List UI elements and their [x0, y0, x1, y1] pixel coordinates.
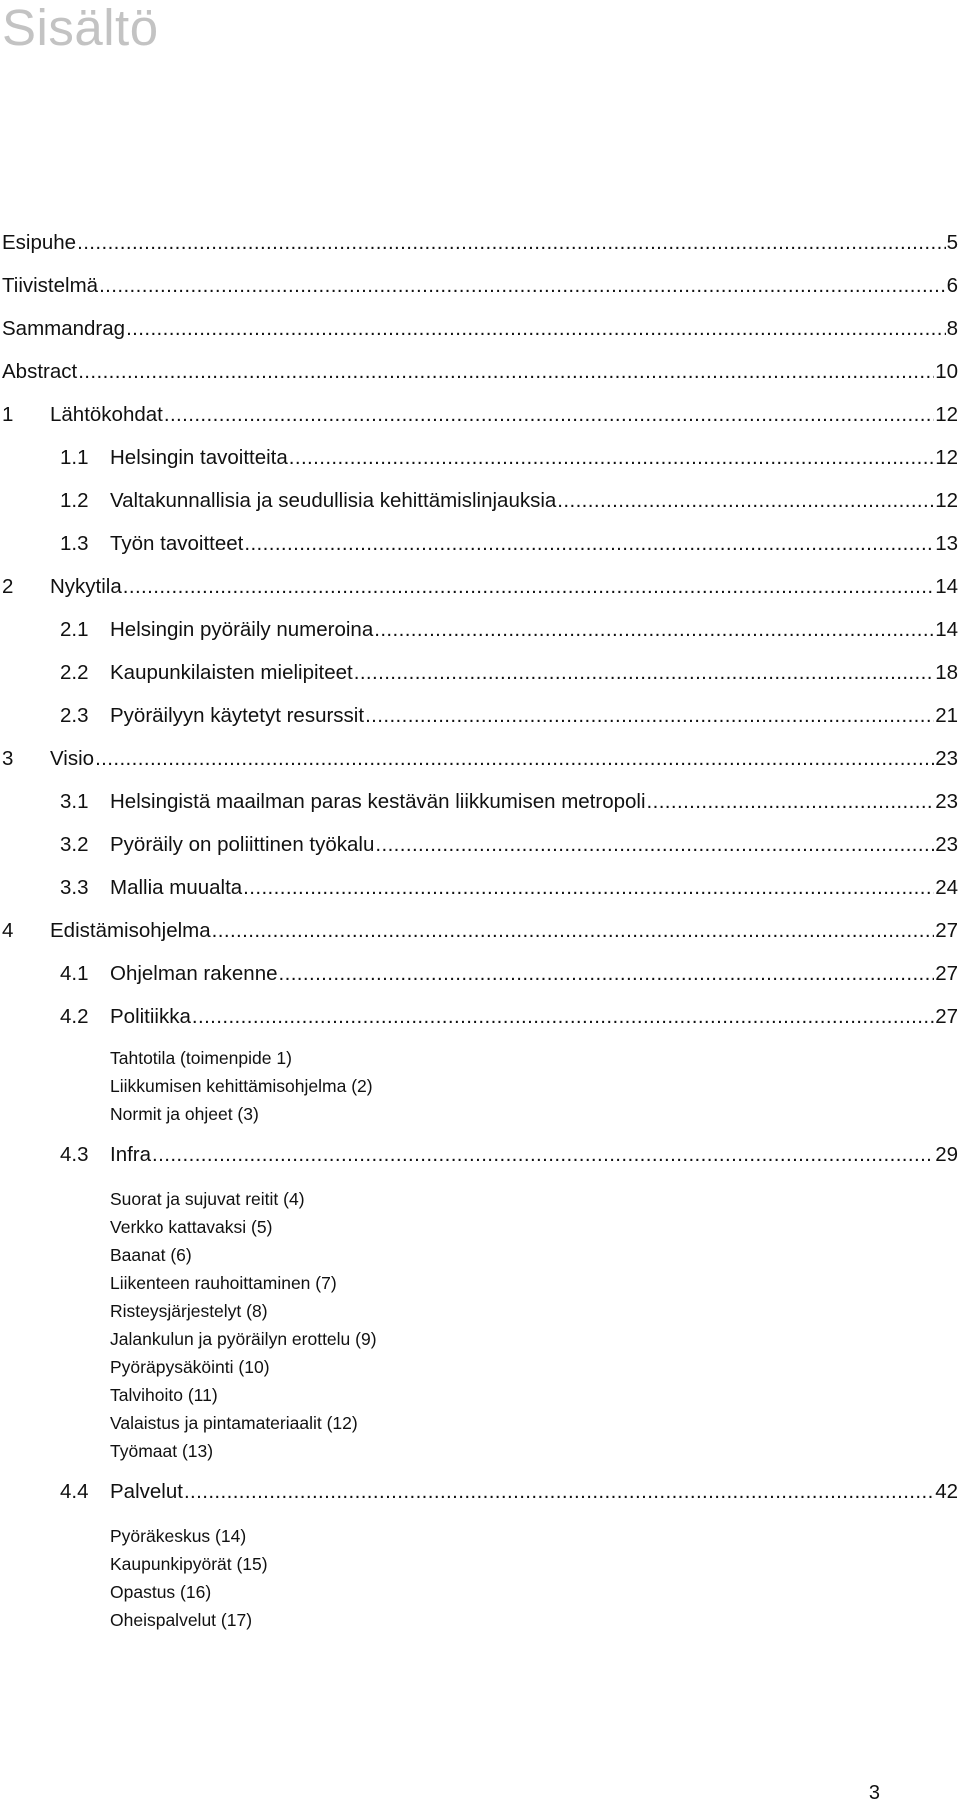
toc-entry-esipuhe[interactable]: [0, 228, 960, 258]
toc-subitem[interactable]: Baanat (6): [110, 1245, 192, 1265]
toc-entry-1[interactable]: [0, 400, 960, 430]
toc-entry-2[interactable]: [0, 572, 960, 602]
toc-number: 4: [2, 919, 14, 942]
toc-page-number: 23: [935, 833, 958, 856]
toc-subitem[interactable]: Normit ja ohjeet (3): [110, 1104, 259, 1124]
toc-leader-dots: [123, 572, 934, 602]
toc-entry-1-1[interactable]: [0, 443, 960, 473]
toc-number: 1.3: [60, 532, 89, 555]
toc-label: Valtakunnallisia ja seudullisia kehittämislinjauksia: [110, 489, 557, 512]
toc-label: Lähtökohdat: [50, 403, 163, 426]
toc-label: Abstract: [2, 360, 78, 383]
toc-page-number: 42: [935, 1480, 958, 1503]
toc-number: 2.1: [60, 618, 89, 641]
toc-label: Helsingin tavoitteita: [110, 446, 288, 469]
toc-leader-dots: [647, 787, 935, 817]
toc-leader-dots: [354, 658, 934, 688]
toc-page-number: 27: [935, 1005, 958, 1028]
toc-leader-dots: [78, 357, 934, 387]
page-title: Sisältö: [2, 0, 159, 56]
toc-leader-dots: [192, 1002, 934, 1032]
toc-subitem[interactable]: Suorat ja sujuvat reitit (4): [110, 1189, 305, 1209]
toc-number: 1: [2, 403, 14, 426]
toc-number: 1.2: [60, 489, 89, 512]
toc-entry-1-3[interactable]: [0, 529, 960, 559]
toc-label: Infra: [110, 1143, 152, 1166]
toc-number: 3: [2, 747, 14, 770]
toc-number: 1.1: [60, 446, 89, 469]
toc-page-number: 6: [946, 274, 958, 297]
toc-subitem[interactable]: Pyöräkeskus (14): [110, 1526, 247, 1546]
toc-page-number: 21: [935, 704, 958, 727]
toc-entry-3-2[interactable]: [0, 830, 960, 860]
toc-entry-sammandrag[interactable]: [0, 314, 960, 344]
toc-subitem[interactable]: Kaupunkipyörät (15): [110, 1554, 268, 1574]
toc-label: Politiikka: [110, 1005, 191, 1028]
toc-label: Edistämisohjelma: [50, 919, 211, 942]
toc-subitem[interactable]: Liikenteen rauhoittaminen (7): [110, 1273, 337, 1293]
toc-leader-dots: [126, 314, 946, 344]
toc-page-number: 29: [935, 1143, 958, 1166]
toc-number: 2.2: [60, 661, 89, 684]
toc-entry-4-1[interactable]: [0, 959, 960, 989]
toc-entry-abstract[interactable]: [0, 357, 960, 387]
toc-number: 4.3: [60, 1143, 89, 1166]
toc-subitem[interactable]: Työmaat (13): [110, 1441, 214, 1461]
toc-leader-dots: [244, 529, 934, 559]
toc-entry-3-3[interactable]: [0, 873, 960, 903]
page-number: 3: [868, 1782, 880, 1804]
toc-leader-dots: [184, 1477, 934, 1507]
toc-entry-4-3[interactable]: [0, 1140, 960, 1170]
toc-entry-4[interactable]: [0, 916, 960, 946]
toc-number: 3.3: [60, 876, 89, 899]
toc-entry-2-3[interactable]: [0, 701, 960, 731]
toc-label: Palvelut: [110, 1480, 183, 1503]
toc-subitem[interactable]: Liikkumisen kehittämisohjelma (2): [110, 1076, 373, 1096]
toc-leader-dots: [152, 1140, 934, 1170]
toc-page-number: 24: [935, 876, 958, 899]
toc-leader-dots: [374, 615, 934, 645]
toc-subitem[interactable]: Oheispalvelut (17): [110, 1610, 253, 1630]
toc-number: 2.3: [60, 704, 89, 727]
toc-label: Tiivistelmä: [2, 274, 99, 297]
toc-page-number: 5: [946, 231, 958, 254]
toc-entry-4-2[interactable]: [0, 1002, 960, 1032]
toc-page-number: 13: [935, 532, 958, 555]
toc-leader-dots: [289, 443, 934, 473]
toc-label: Visio: [50, 747, 95, 770]
toc-page-number: 27: [935, 962, 958, 985]
toc-page-number: 23: [935, 747, 958, 770]
toc-page-number: 18: [935, 661, 958, 684]
toc-label: Mallia muualta: [110, 876, 243, 899]
toc-number: 3.1: [60, 790, 89, 813]
toc-label: Kaupunkilaisten mielipiteet: [110, 661, 353, 684]
toc-entry-4-4[interactable]: [0, 1477, 960, 1507]
toc-number: 2: [2, 575, 14, 598]
toc-entry-2-2[interactable]: [0, 658, 960, 688]
toc-subitem[interactable]: Verkko kattavaksi (5): [110, 1217, 273, 1237]
toc-leader-dots: [99, 271, 946, 301]
toc-subitem[interactable]: Talvihoito (11): [110, 1385, 218, 1405]
toc-number: 3.2: [60, 833, 89, 856]
toc-subitem[interactable]: Pyöräpysäköinti (10): [110, 1357, 270, 1377]
toc-label: Nykytila: [50, 575, 122, 598]
toc-label: Pyöräily on poliittinen työkalu: [110, 833, 375, 856]
toc-entry-2-1[interactable]: [0, 615, 960, 645]
toc-entry-3[interactable]: [0, 744, 960, 774]
toc-label: Pyöräilyyn käytetyt resurssit: [110, 704, 365, 727]
toc-page-number: 12: [935, 446, 958, 469]
toc-leader-dots: [77, 228, 946, 258]
toc-page-number: 23: [935, 790, 958, 813]
toc-subitem[interactable]: Valaistus ja pintamateriaalit (12): [110, 1413, 358, 1433]
toc-page-number: 12: [935, 489, 958, 512]
toc-label: Esipuhe: [2, 231, 77, 254]
toc-subitem[interactable]: Risteysjärjestelyt (8): [110, 1301, 268, 1321]
toc-entry-3-1[interactable]: [0, 787, 960, 817]
toc-leader-dots: [164, 400, 934, 430]
toc-label: Työn tavoitteet: [110, 532, 244, 555]
toc-label: Ohjelman rakenne: [110, 962, 278, 985]
toc-leader-dots: [365, 701, 934, 731]
toc-leader-dots: [279, 959, 935, 989]
toc-page-number: 8: [946, 317, 958, 340]
toc-leader-dots: [243, 873, 934, 903]
toc-page-number: 12: [935, 403, 958, 426]
toc-label: Helsingin pyöräily numeroina: [110, 618, 374, 641]
toc-label: Helsingistä maailman paras kestävän liikkumisen metropoli: [110, 790, 646, 813]
toc-subitem[interactable]: Tahtotila (toimenpide 1): [110, 1048, 292, 1068]
toc-number: 4.2: [60, 1005, 89, 1028]
toc-label: Sammandrag: [2, 317, 126, 340]
toc-page-number: 27: [935, 919, 958, 942]
toc-subitem[interactable]: Jalankulun ja pyöräilyn erottelu (9): [110, 1329, 377, 1349]
toc-leader-dots: [557, 486, 934, 516]
toc-entry-1-2[interactable]: [0, 486, 960, 516]
toc-number: 4.4: [60, 1480, 89, 1503]
toc-number: 4.1: [60, 962, 89, 985]
toc-leader-dots: [95, 744, 934, 774]
toc-leader-dots: [212, 916, 935, 946]
toc-entry-tiivistelma[interactable]: [0, 271, 960, 301]
toc-page-number: 10: [935, 360, 958, 383]
toc-page-number: 14: [935, 618, 958, 641]
toc-subitem[interactable]: Opastus (16): [110, 1582, 212, 1602]
toc-page-number: 14: [935, 575, 958, 598]
toc-leader-dots: [375, 830, 934, 860]
